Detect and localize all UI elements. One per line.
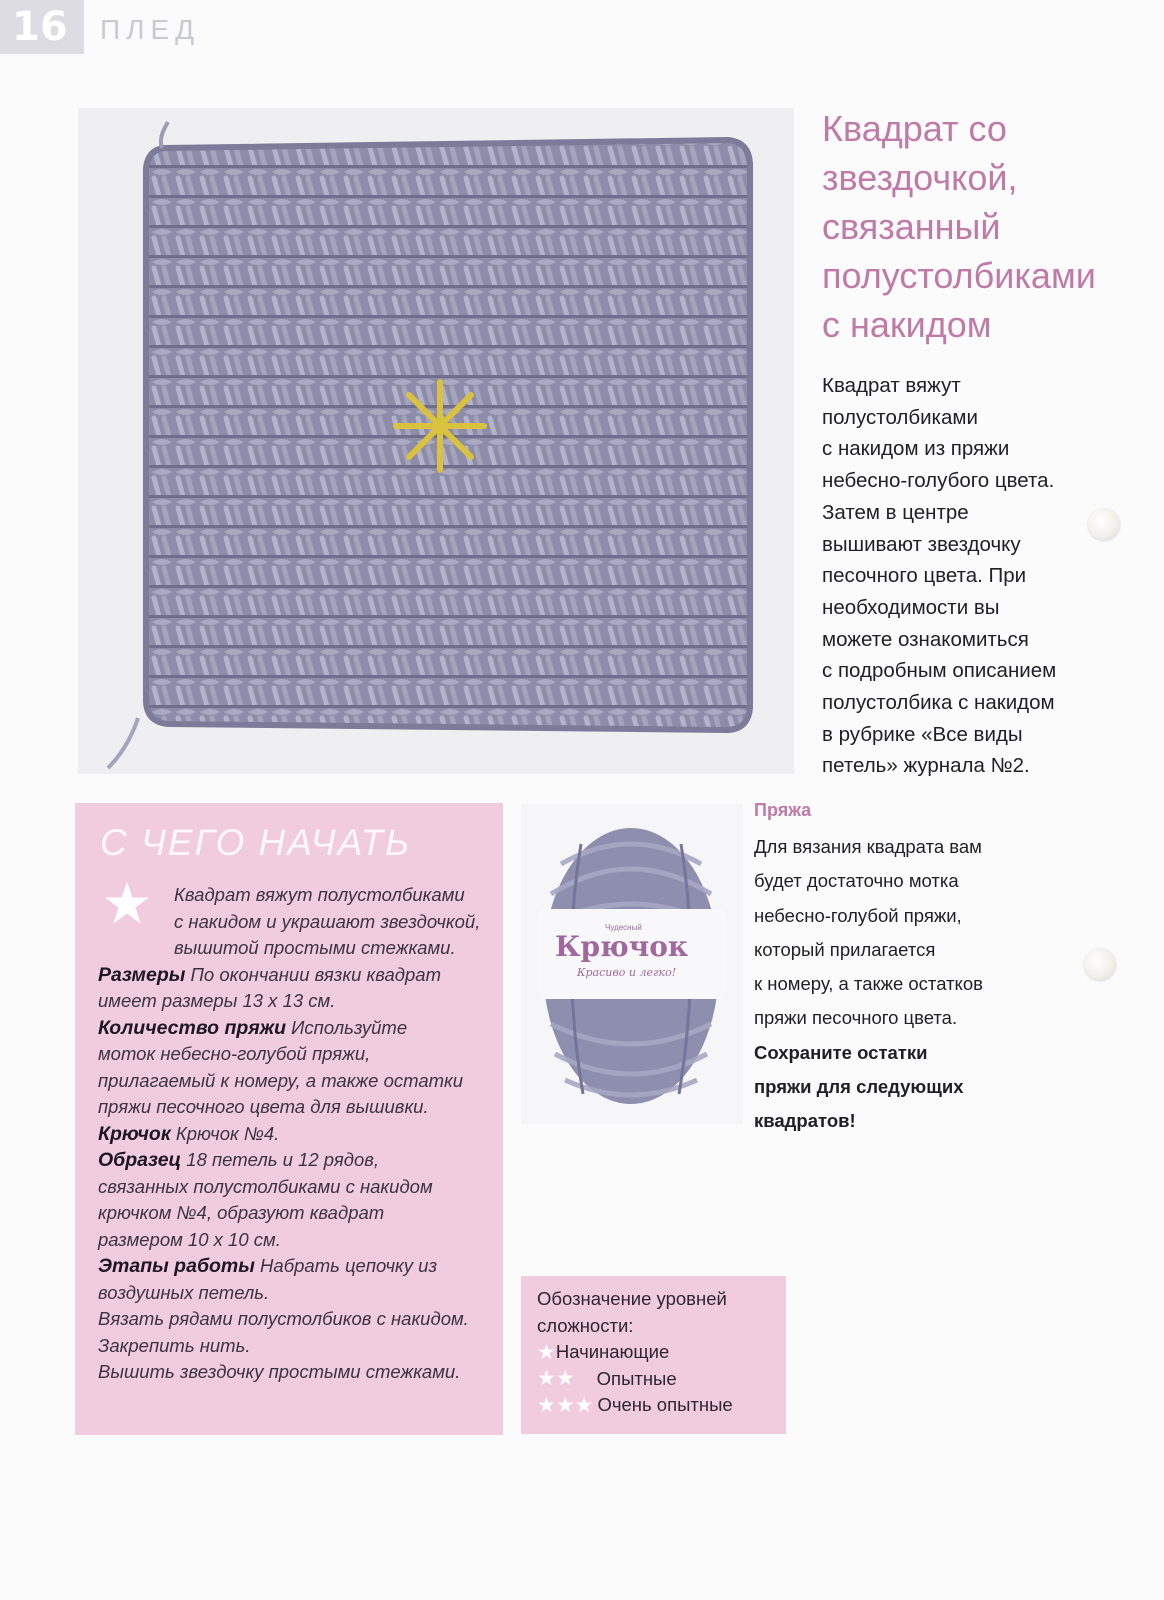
description-line: полустолбиками (822, 405, 978, 429)
size-text: имеет размеры 13 х 13 см. (98, 990, 336, 1011)
legend-level-3 (537, 1392, 787, 1419)
yarn-line: небесно-голубой пряжи, (754, 904, 962, 926)
gauge-text: крючком №4, образуют квадрат (98, 1202, 385, 1223)
gauge-text: размером 10 х 10 см. (98, 1228, 281, 1250)
yarn-amount-row (98, 1015, 498, 1042)
description-line: Затем в центре (822, 500, 969, 524)
intro-line: вышитой простыми стежками. (174, 937, 456, 958)
yarn-bold-line: пряжи для следующих (754, 1076, 964, 1098)
hook-text: Крючок №4. (170, 1122, 280, 1144)
yarn-line: к номеру, а также остатков (754, 973, 983, 995)
page-number: 16 (0, 0, 84, 54)
steps-text: Вышить звездочку простыми стежками. (98, 1361, 461, 1382)
level-label: Опытные (596, 1367, 677, 1389)
description-line: вышивают звездочку (822, 532, 1021, 556)
gauge-row (98, 1147, 498, 1174)
description-line: в рубрике «Все виды (822, 722, 1023, 746)
steps-text: Набрать цепочку из (254, 1255, 438, 1276)
level-label: Начинающие (555, 1341, 670, 1362)
steps-text: воздушных петель. (98, 1281, 270, 1303)
star-icon: ★ (537, 1393, 556, 1417)
steps-label: Этапы работы (98, 1255, 255, 1277)
article-title (822, 104, 1142, 349)
star-icon: ★ (537, 1340, 556, 1364)
label-brand: Крючок (555, 930, 689, 963)
start-instructions (98, 882, 498, 1386)
yarn-skein-photo (521, 804, 743, 1124)
description-line: Квадрат вяжут (822, 374, 961, 397)
description-line: с накидом из пряжи (822, 437, 1010, 461)
gauge-text: 18 петель и 12 рядов, (181, 1149, 380, 1170)
hook-label: Крючок (98, 1122, 171, 1145)
yarn-amount-text: Используйте (286, 1016, 408, 1038)
star-icon: ★ (537, 1367, 556, 1391)
yarn-description (754, 830, 1094, 1139)
star-icon-group (537, 1368, 575, 1389)
size-label: Размеры (98, 963, 186, 986)
crochet-square-photo (78, 108, 794, 774)
description-line: необходимости вы (822, 595, 1000, 619)
yarn-amount-text: моток небесно-голубой пряжи, (98, 1043, 371, 1064)
intro-line: с накидом и украшают звездочкой, (174, 910, 481, 932)
title-line: полустолбиками (822, 255, 1096, 296)
yarn-line: который прилагается (754, 938, 936, 960)
size-row (98, 962, 498, 989)
legend-title: Обозначение уровней (537, 1288, 727, 1309)
legend-level-1 (537, 1339, 787, 1366)
description-line: можете ознакомиться (822, 627, 1029, 651)
binder-hole (1088, 508, 1120, 540)
star-icon-group (537, 1395, 593, 1416)
yarn-bold-line: квадратов! (754, 1110, 856, 1132)
title-line: с накидом (822, 304, 992, 345)
embroidered-star (396, 382, 484, 470)
yarn-line: пряжи песочного цвета. (754, 1007, 958, 1029)
article-description (822, 370, 1152, 782)
yarn-amount-text: пряжи песочного цвета для вышивки. (98, 1096, 429, 1117)
steps-text: Закрепить нить. (98, 1334, 251, 1356)
binder-hole (1084, 948, 1116, 980)
start-heading: С ЧЕГО НАЧАТЬ (100, 822, 412, 863)
label-slogan: Красиво и легко! (577, 966, 677, 979)
hook-row (98, 1121, 498, 1148)
level-label: Очень опытные (597, 1394, 733, 1415)
section-label: ПЛЕД (100, 14, 201, 45)
description-line: полустолбика с накидом (822, 691, 1055, 715)
steps-row (98, 1253, 498, 1280)
size-text: По окончании вязки квадрат (185, 963, 442, 985)
label-small: Чудесный (605, 923, 642, 932)
legend-level-2 (537, 1366, 787, 1393)
description-line: песочного цвета. При (822, 564, 1027, 588)
description-line: с подробным описанием (822, 659, 1057, 683)
yarn-bold-line: Сохраните остатки (754, 1041, 928, 1063)
yarn-amount-label: Количество пряжи (98, 1016, 287, 1039)
difficulty-legend (537, 1286, 787, 1419)
title-line: звездочкой, (822, 157, 1018, 198)
title-line: Квадрат со (822, 108, 1007, 149)
star-icon: ★ (555, 1393, 575, 1417)
title-line: связанный (822, 206, 1001, 247)
star-icon: ★ (574, 1393, 594, 1417)
yarn-heading: Пряжа (754, 800, 812, 820)
gauge-label: Образец (98, 1149, 182, 1171)
star-icon: ★ (555, 1367, 575, 1391)
gauge-text: связанных полустолбиками с накидом (98, 1175, 433, 1197)
yarn-line: будет достаточно мотка (754, 870, 959, 892)
steps-text: Вязать рядами полустолбиков с накидом. (98, 1308, 469, 1329)
legend-title: сложности: (537, 1314, 634, 1336)
description-line: петель» журнала №2. (822, 754, 1030, 778)
intro-line: Квадрат вяжут полустолбиками (174, 884, 465, 905)
star-icon-group (537, 1342, 556, 1363)
yarn-amount-text: прилагаемый к номеру, а также остатки (98, 1069, 464, 1091)
description-line: небесно-голубого цвета. (822, 469, 1055, 493)
yarn-line: Для вязания квадрата вам (754, 836, 982, 857)
